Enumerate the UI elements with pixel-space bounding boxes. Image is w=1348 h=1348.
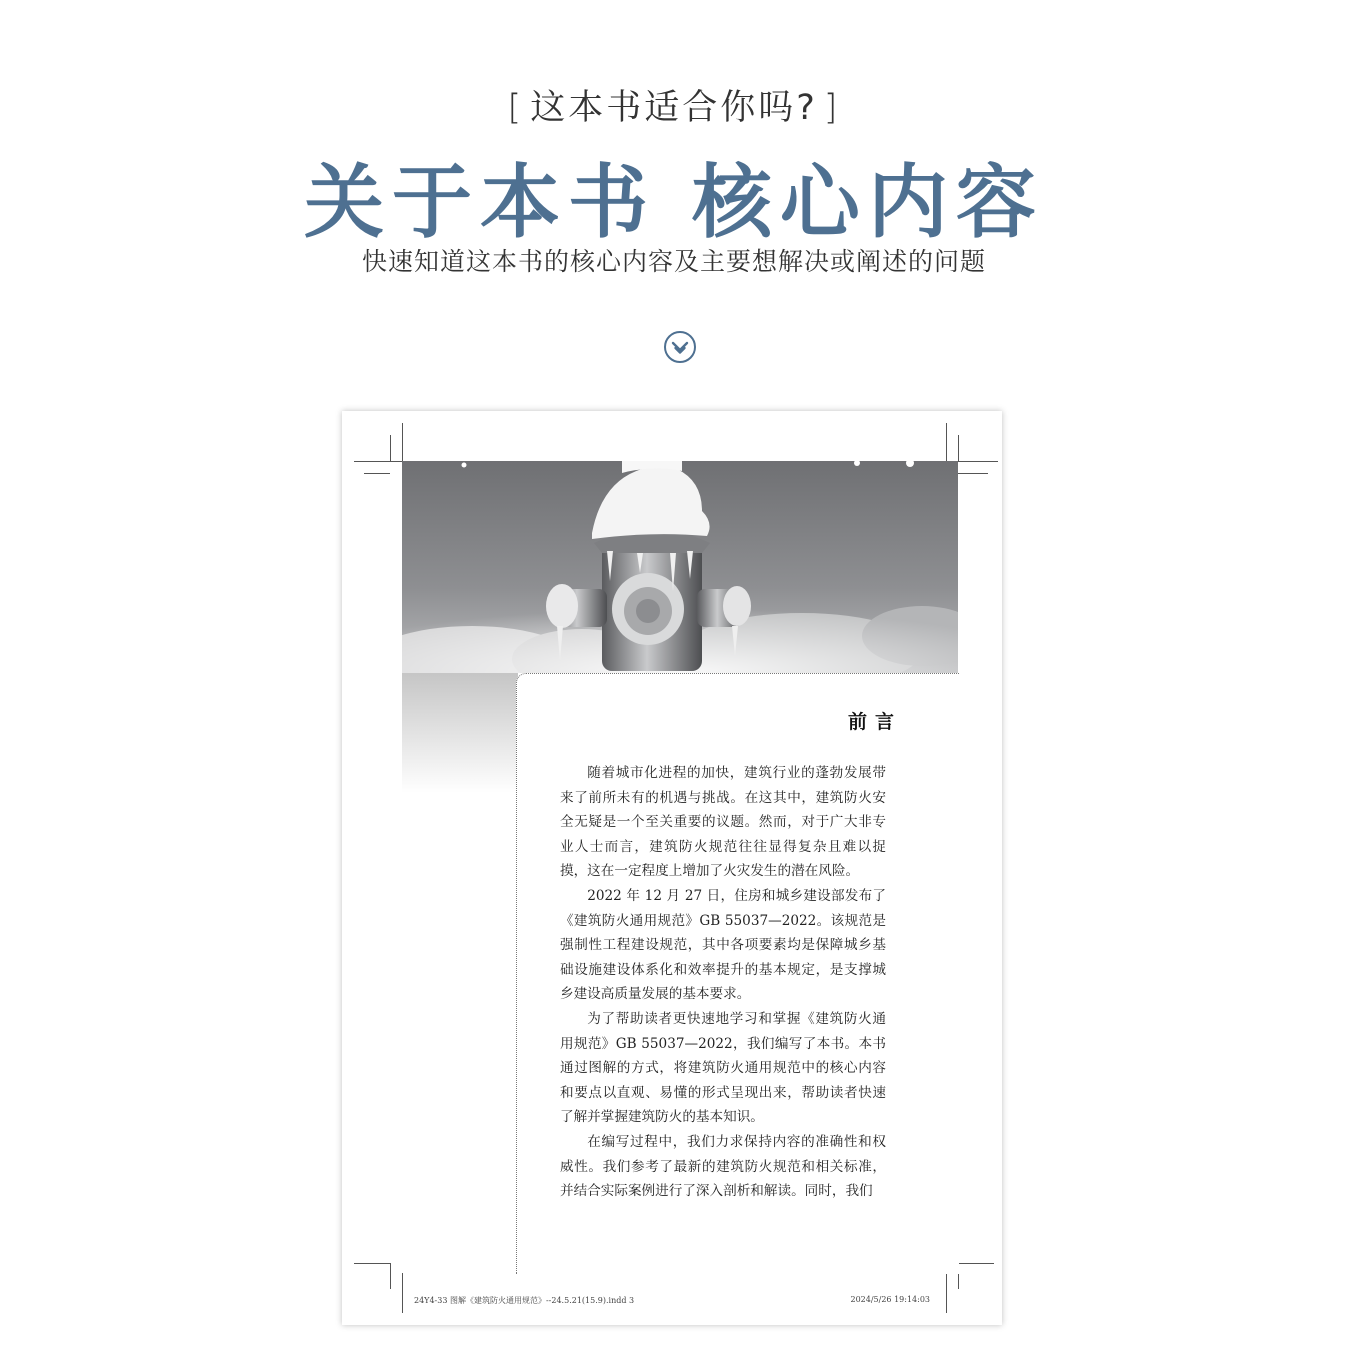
preface-body (560, 761, 886, 1204)
paragraph: 在编写过程中，我们力求保持内容的准确性和权威性。我们参考了最新的建筑防火规范和相关标准，并结合实际案例进行了深入剖析和解读。同时，我们 (560, 1133, 886, 1200)
crop-mark (402, 1273, 403, 1313)
paragraph: 为了帮助读者更快速地学习和掌握《建筑防火通用规范》GB 55037—2022，我们编写了本书。本书通过图解的方式，将建筑防火通用规范中的核心内容和要点以直观、易懂的形式呈现出来，帮助读者快速了解并掌握建筑防火的基本知识。 (560, 1010, 886, 1126)
file-info-footer: 24Y4-33 图解《建筑防火通用规范》--24.5.21(15.9).indd 3 (414, 1296, 635, 1305)
crop-mark (364, 473, 390, 474)
question-heading (0, 80, 1348, 130)
paragraph: 随着城市化进程的加快，建筑行业的蓬勃发展带来了前所未有的机遇与挑战。在这其中，建筑防火安全无疑是一个至关重要的议题。然而，对于广大非专业人士而言，建筑防火规范往往显得复杂且难以捉摸，这在一定程度上增加了火灾发生的潜在风险。 (560, 765, 886, 880)
crop-mark (390, 1263, 391, 1289)
crop-mark (958, 461, 998, 462)
chevron-down-circle-icon (663, 330, 697, 364)
crop-mark (354, 1263, 390, 1264)
crop-mark (958, 473, 988, 474)
question-text: 这本书适合你吗? (530, 88, 818, 128)
subtitle: 快速知道这本书的核心内容及主要想解决或阐述的问题 (361, 247, 986, 276)
main-title: 关于本书 核心内容 (304, 155, 1044, 249)
preface-title: 前言 (847, 711, 902, 733)
crop-mark (958, 435, 959, 461)
timestamp-footer: 2024/5/26 19:14:03 (850, 1295, 930, 1304)
cloud-fade (402, 673, 518, 793)
bracket-open: [ (507, 88, 525, 128)
crop-mark (946, 423, 947, 463)
paragraph: 2022 年 12 月 27 日，住房和城乡建设部发布了《建筑防火通用规范》GB 55037—2022。该规范是强制性工程建设规范，其中各项要素均是保障城乡基础设施建设体系化和效率提升的基本规定，是支撑城乡建设高质量发展的基本要求。 (560, 887, 886, 1003)
crop-mark (390, 435, 391, 461)
book-page-preview (342, 411, 1002, 1325)
crop-mark (402, 423, 403, 463)
crop-mark (958, 1263, 994, 1264)
fire-hydrant-image (402, 461, 958, 673)
bracket-close: ] (823, 88, 841, 128)
crop-mark (354, 461, 402, 462)
crop-mark (946, 1273, 947, 1313)
